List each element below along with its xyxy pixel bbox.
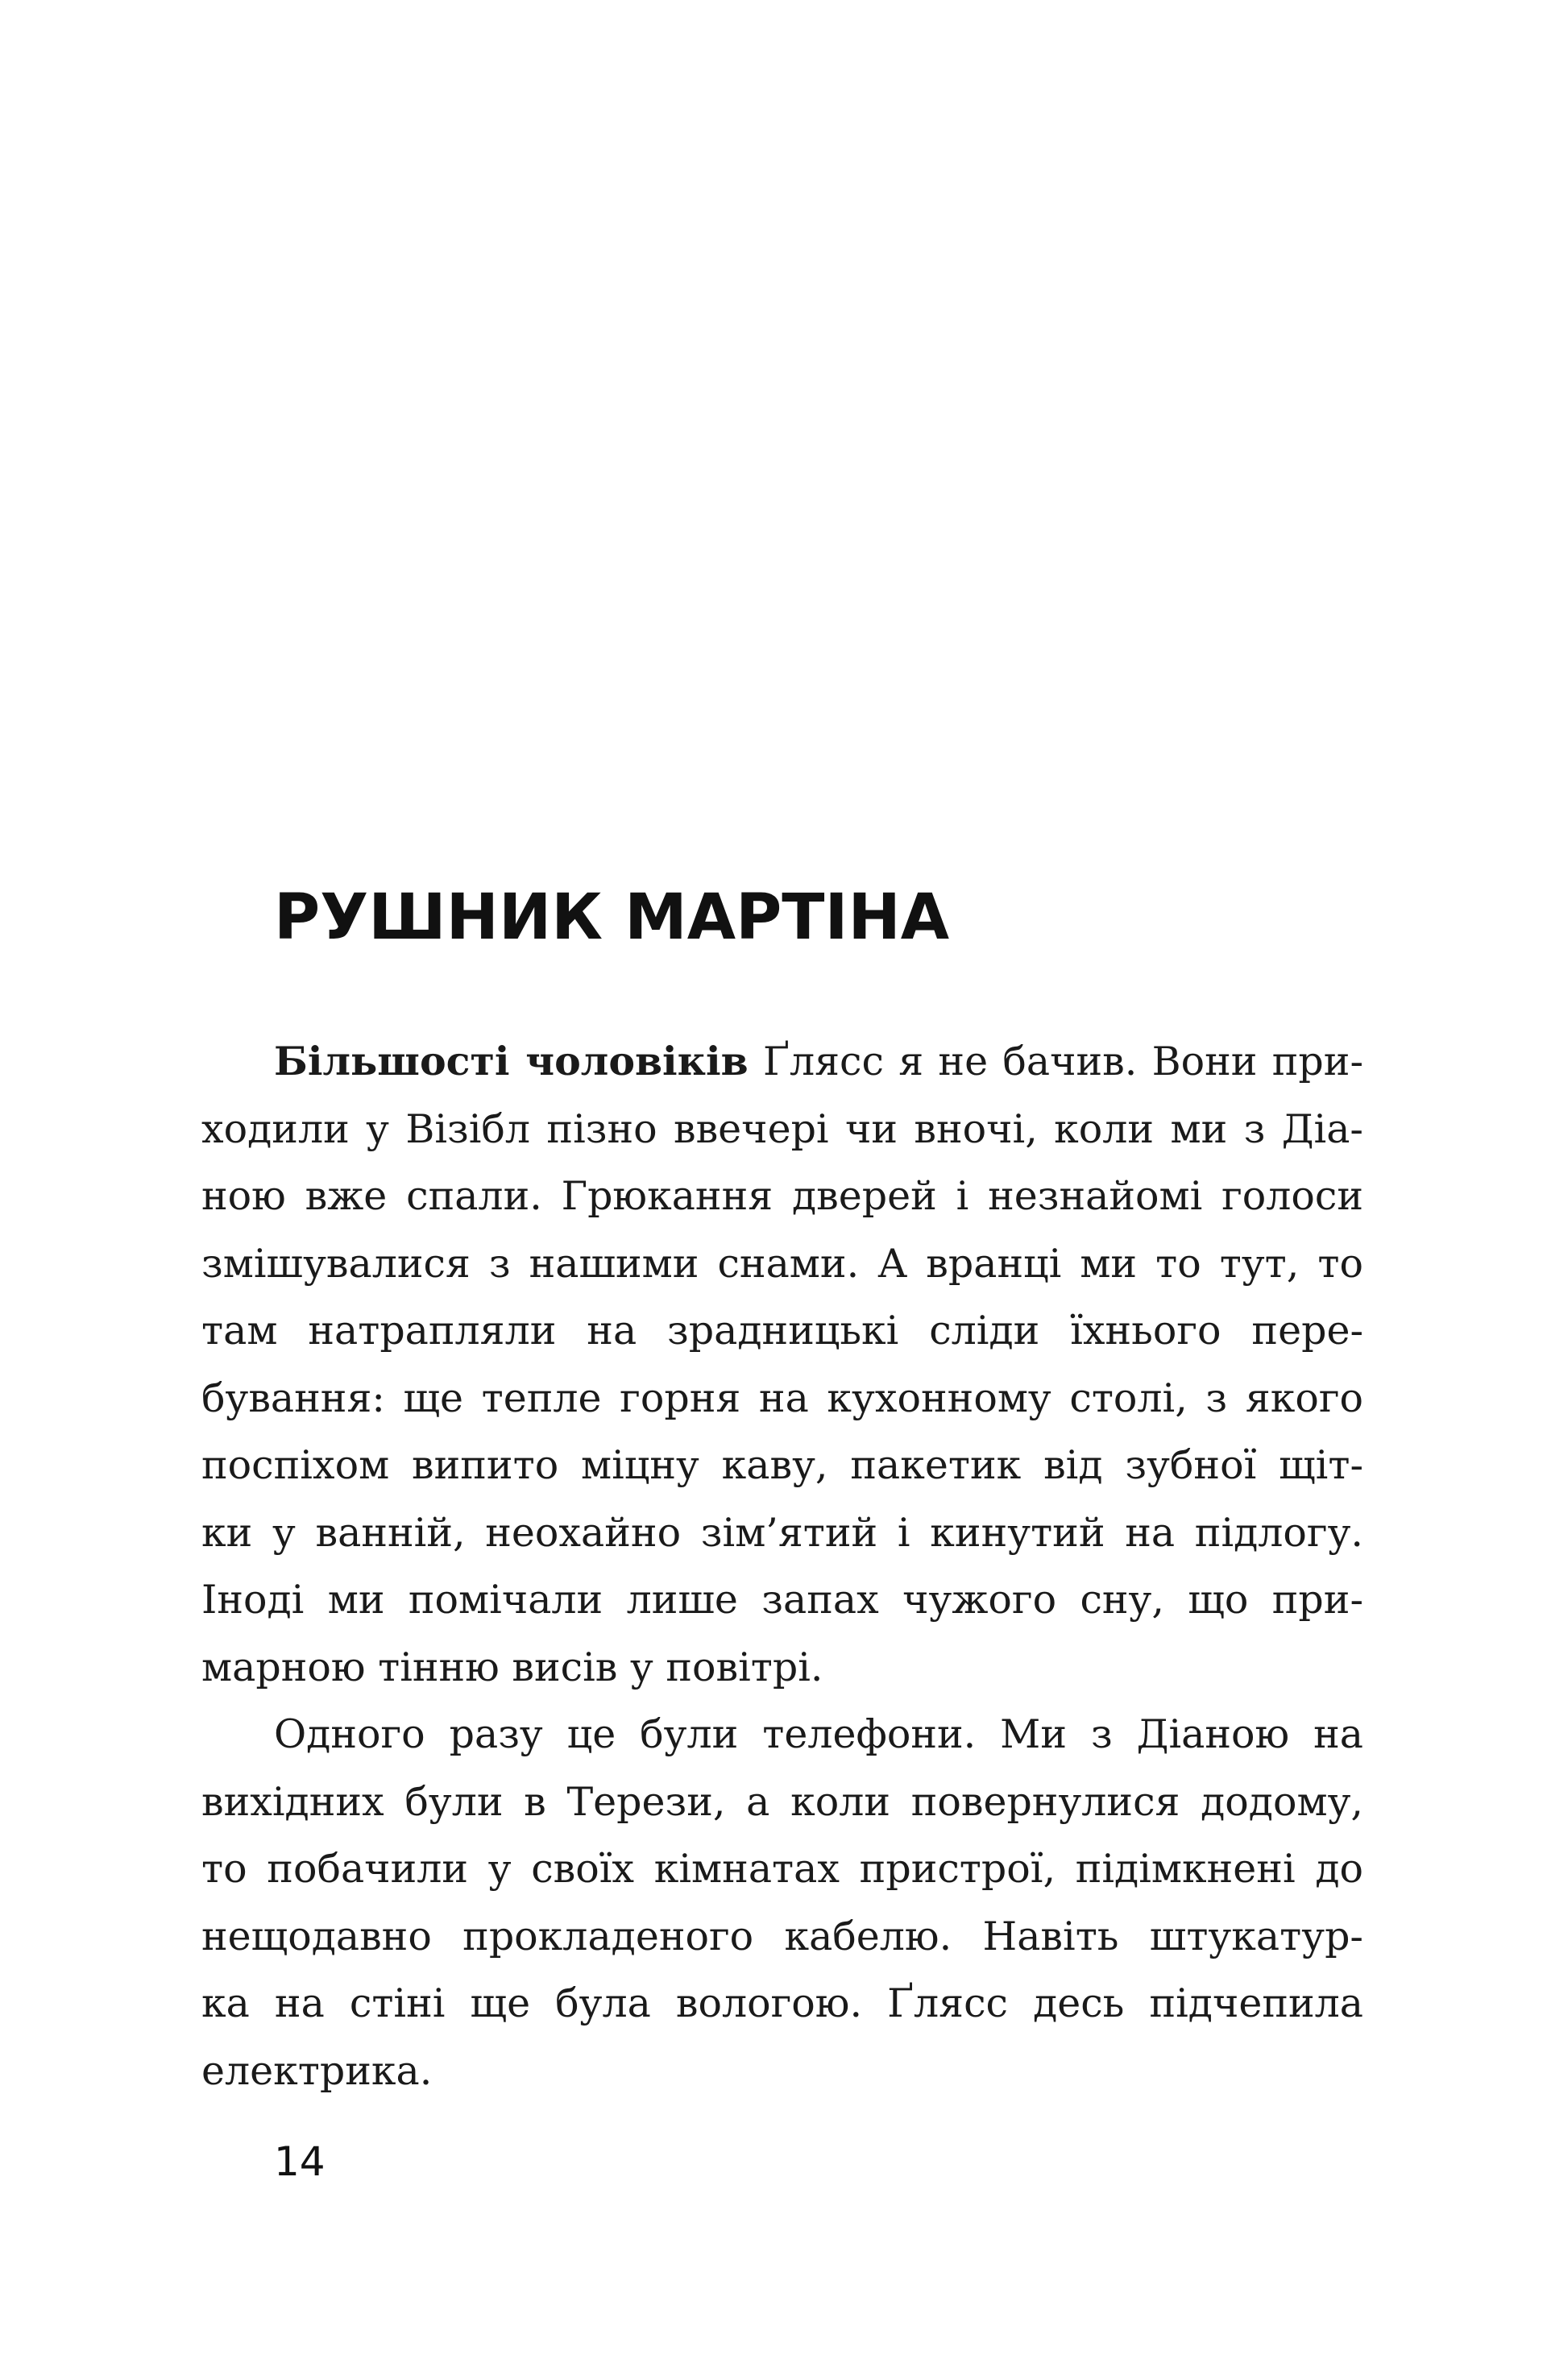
paragraph-2-line-last: електрика. [201, 2047, 433, 2094]
page-number: 14 [274, 2138, 326, 2185]
paragraph-1-line: Іноді ми помічали лише запах чужого сну, що при- [201, 1577, 1363, 1623]
body-text [201, 1028, 1363, 2104]
paragraph-2-line: ка на стіні ще була вологою. Ґлясс десь підчепила [201, 1980, 1363, 2026]
paragraph-1-line: поспіхом випито міцну каву, пакетик від зубної щіт- [201, 1442, 1363, 1488]
paragraph-1-line: ходили у Візібл пізно ввечері чи вночі, коли ми з Діа- [201, 1105, 1363, 1152]
paragraph-1-line: там натрапляли на зрадницькі сліди їхнього пере- [201, 1308, 1363, 1354]
paragraph-2-line: нещодавно прокладеного кабелю. Навіть штукатур- [201, 1913, 1363, 1959]
paragraph-2-line: вихідних були в Терези, а коли повернулися додому, [201, 1778, 1363, 1825]
paragraph-2-line: то побачили у своїх кімнатах пристрої, підімкнені до [201, 1846, 1363, 1892]
paragraph-1-line-1-rest: Ґлясс я не бачив. Вони при- [748, 1039, 1363, 1084]
paragraph-2-line-1: Одного разу це були телефони. Ми з Діаною на [274, 1711, 1363, 1757]
paragraph-1-line: ки у ванній, неохайно зім’ятий і кинутий на підлогу. [201, 1509, 1363, 1556]
paragraph-1-line: змішувалися з нашими снами. А вранці ми то тут, то [201, 1240, 1363, 1287]
paragraph-1-line-last: марною тінню висів у повітрі. [201, 1644, 823, 1690]
lead-in-bold: Більшості чоловіків [274, 1038, 749, 1084]
paragraph-1-line-1 [201, 1028, 1363, 1096]
paragraph-1-line: бування: ще тепле горня на кухонному столі, з якого [201, 1375, 1363, 1421]
paragraph-1-line: ною вже спали. Грюкання дверей і незнайомі голоси [201, 1173, 1363, 1219]
chapter-title: РУШНИК МАРТІНА [274, 881, 950, 954]
